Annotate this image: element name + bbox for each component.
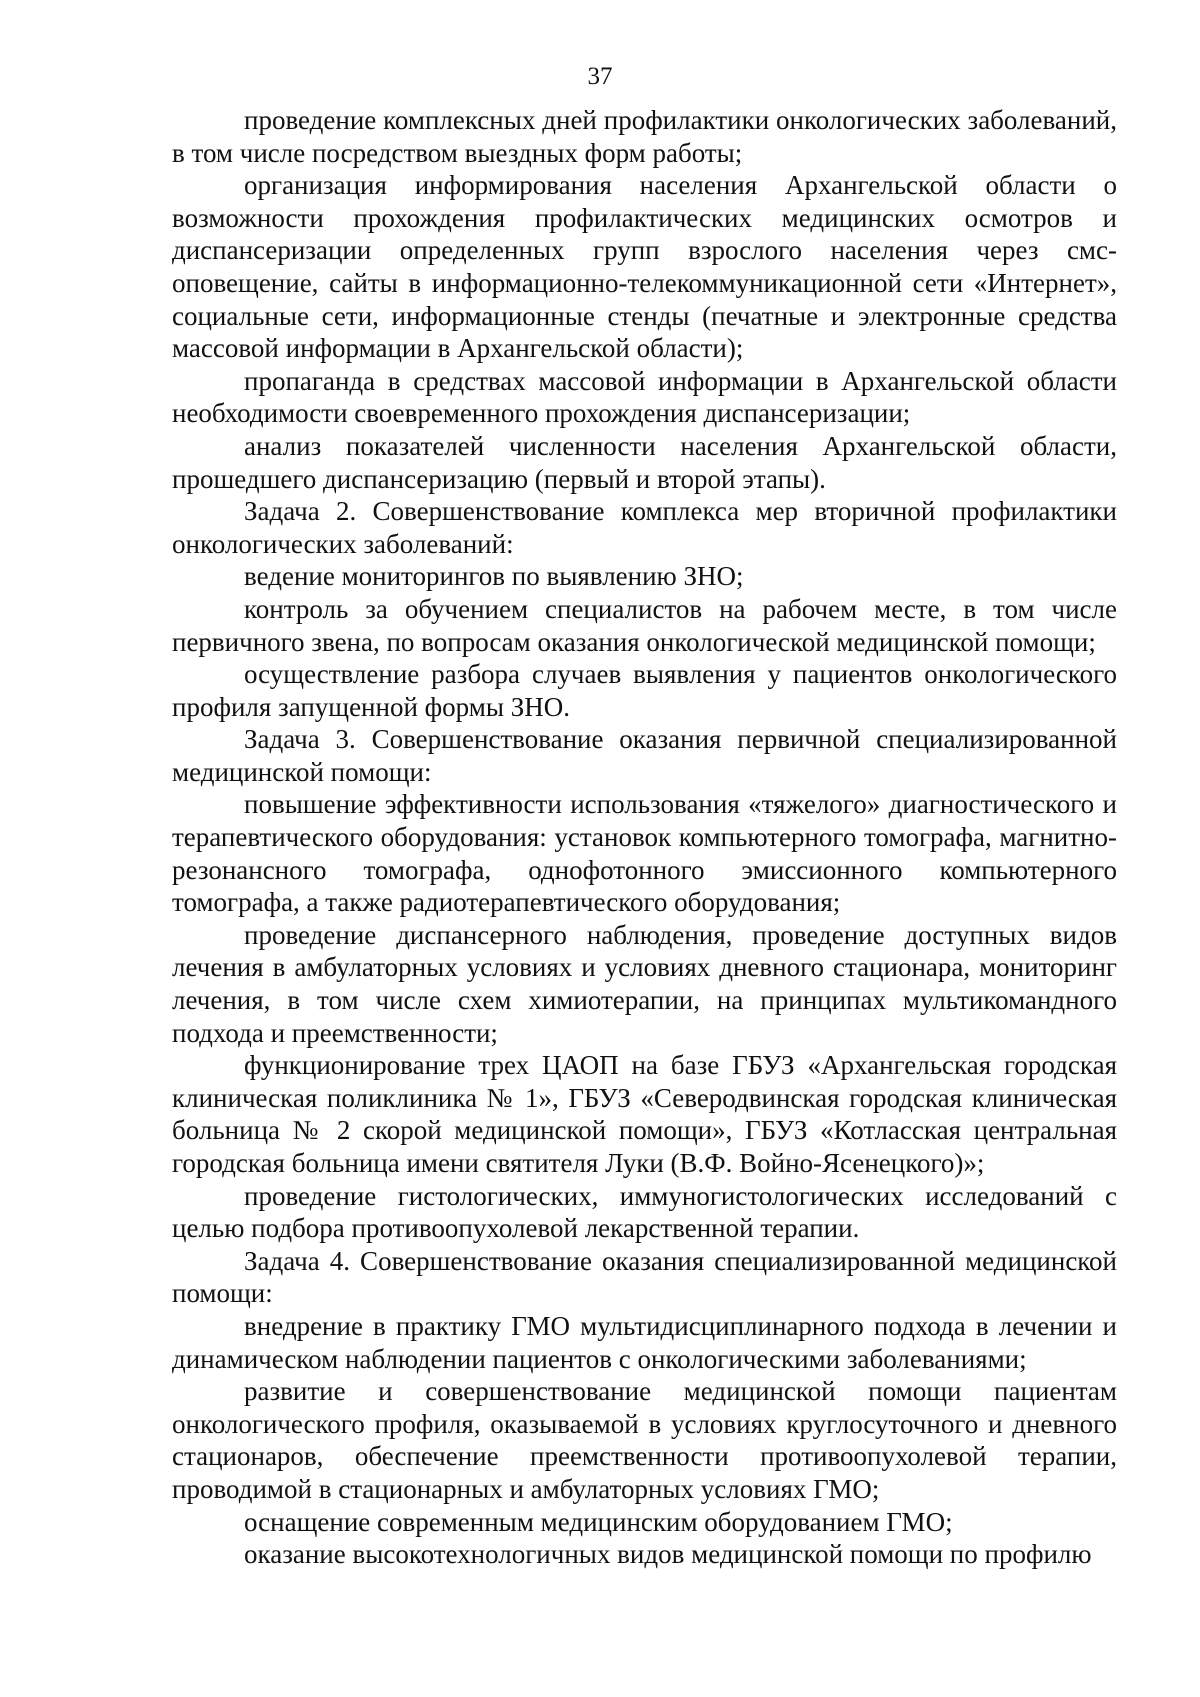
- paragraph: контроль за обучением специалистов на рабочем месте, в том числе первичного звена, по вопросам оказания онкологической медицинской помощи;: [172, 593, 1117, 657]
- paragraph: проведение гистологических, иммуногистологических исследований с целью подбора противоопухолевой лекарственной терапии.: [172, 1180, 1117, 1244]
- paragraph: осуществление разбора случаев выявления у пациентов онкологического профиля запущенной формы ЗНО.: [172, 659, 1117, 722]
- paragraph: оказание высокотехнологичных видов медицинской помощи по профилю: [244, 1539, 1092, 1570]
- paragraph: проведение комплексных дней профилактики онкологических заболеваний, в том числе посредством выездных форм работы;: [172, 105, 1117, 168]
- task-heading: Задача 2. Совершенствование комплекса мер вторичной профилактики онкологических заболеваний:: [172, 496, 1117, 559]
- paragraph: анализ показателей численности населения Архангельской области, прошедшего диспансеризацию (первый и второй этапы).: [172, 430, 1117, 494]
- paragraph: организация информирования населения Архангельской области о возможности прохождения профилактических медицинских осмотров и диспансеризации определенных групп взрослого населения через смс-оповещение, сайты в информационно-телекоммуникационной сети «Интернет», социальные сети, информационные стенды (печатные и электронные средства массовой информации в Архангельской области);: [172, 170, 1117, 364]
- page-number: 37: [587, 63, 613, 90]
- paragraph: пропаганда в средствах массовой информации в Архангельской области необходимости своевременного прохождения диспансеризации;: [172, 365, 1117, 429]
- paragraph: развитие и совершенствование медицинской помощи пациентам онкологического профиля, оказываемой в условиях круглосуточного и дневного стационаров, обеспечение преемственности противоопухолевой терапии, проводимой в стационарных и амбулаторных условиях ГМО;: [172, 1376, 1117, 1504]
- document-body: [172, 104, 1117, 1571]
- paragraph: функционирование трех ЦАОП на базе ГБУЗ «Архангельская городская клиническая поликлиника № 1», ГБУЗ «Северодвинская городская клиническая больница № 2 скорой медицинской помощи», ГБУЗ «Котласская центральная городская больница имени святителя Луки (В.Ф. Войно-Ясенецкого)»;: [172, 1050, 1117, 1178]
- paragraph: повышение эффективности использования «тяжелого» диагностического и терапевтического оборудования: установок компьютерного томографа, магнитно-резонансного томографа, однофотонного эмиссионного компьютерного томографа, а также радиотерапевтического оборудования;: [172, 789, 1117, 918]
- paragraph: ведение мониторингов по выявлению ЗНО;: [244, 561, 744, 592]
- task-heading: Задача 3. Совершенствование оказания первичной специализированной медицинской помощи:: [172, 724, 1117, 787]
- paragraph: внедрение в практику ГМО мультидисциплинарного подхода в лечении и динамическом наблюдении пациентов с онкологическими заболеваниями;: [172, 1310, 1117, 1374]
- task-heading: Задача 4. Совершенствование оказания специализированной медицинской помощи:: [172, 1245, 1117, 1309]
- paragraph: оснащение современным медицинским оборудованием ГМО;: [244, 1506, 953, 1537]
- paragraph: проведение диспансерного наблюдения, проведение доступных видов лечения в амбулаторных условиях и условиях дневного стационара, мониторинг лечения, в том числе схем химиотерапии, на принципах мультикомандного подхода и преемственности;: [172, 919, 1117, 1048]
